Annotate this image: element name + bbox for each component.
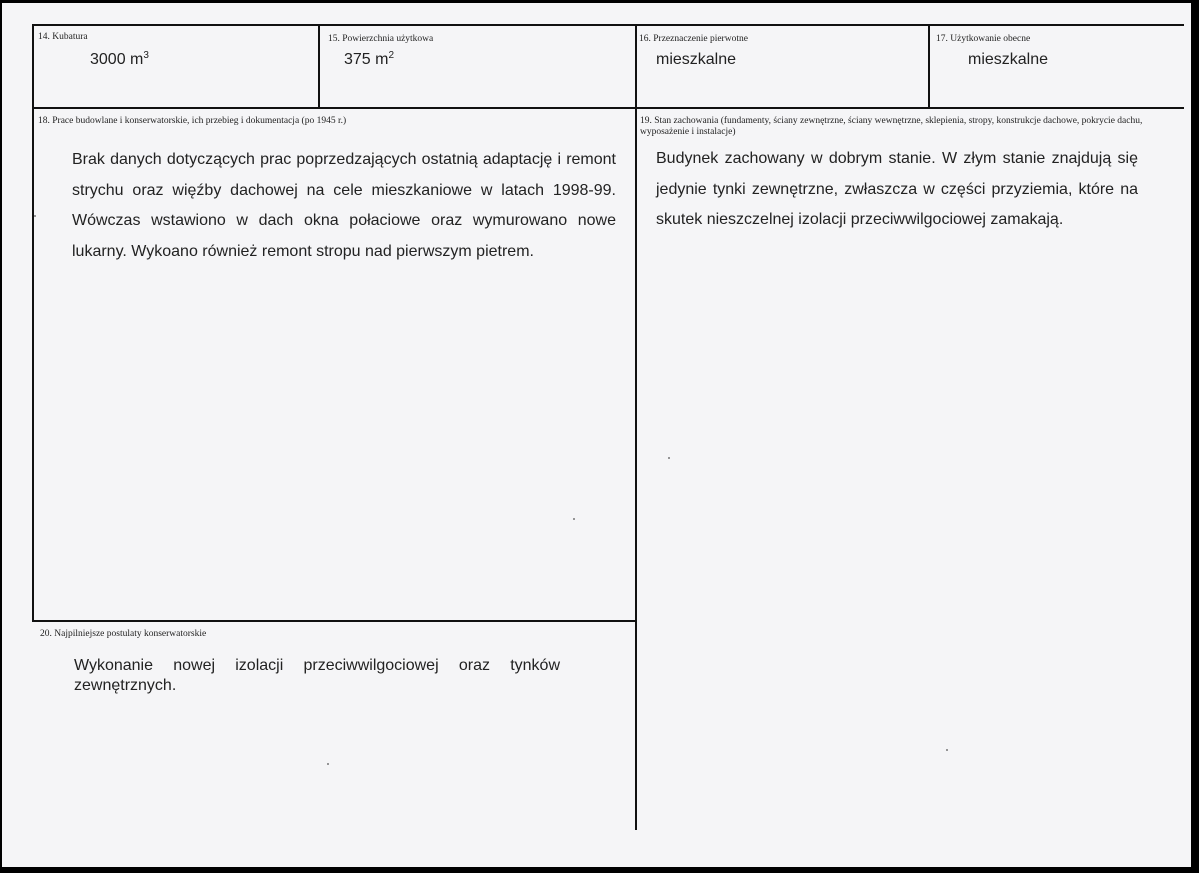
divider-16-17 [928,24,930,108]
field-18-text: Brak danych dotyczących prac poprzedzających ostatnią adaptację i remont strychu oraz więźby dachowej na cele mieszkaniowe w latach 1998-99. Wówczas wstawiono w dach okna połaciowe oraz wymurowano nowe lukarny. Wykoano również remont stropu nad pierwszym pietrem. [72,151,616,260]
left-rule [32,24,34,621]
field-20-text: Wykonanie nowej izolacji przeciwwilgociowej oraz tynków zewnętrznych. [74,657,560,694]
scan-speck [946,749,948,751]
scan-speck [668,457,670,459]
field-16-value: mieszkalne [656,51,737,68]
field-18-label: 18. Prace budowlane i konserwatorskie, ich przebieg i dokumentacja (po 1945 r.) [38,116,347,126]
scan-speck [327,763,329,765]
field-14-label: 14. Kubatura [38,32,88,42]
field-16-label: 16. Przeznaczenie pierwotne [639,34,748,44]
top-rule [32,24,1184,26]
field-17-label: 17. Użytkowanie obecne [936,34,1031,44]
field-20-label: 20. Najpilniejsze postulaty konserwatorskie [40,629,207,639]
section-20-rule [32,620,636,622]
divider-14-15 [318,24,320,108]
field-17-value: mieszkalne [968,51,1049,68]
scan-speck [34,215,36,217]
field-19-text: Budynek zachowany w dobrym stanie. W złym stanie znajdują się jedynie tynki zewnętrzne, zwłaszcza w części przyziemia, które na skutek nieszczelnej izolacji przeciwwilgociowej zamakają. [656,150,1138,228]
field-14-value: 3000 $m^3$ [90,50,149,68]
field-15-value: 375 $m^2$ [344,50,395,68]
row-divider [32,107,1184,109]
field-15-label: 15. Powierzchnia użytkowa [328,34,434,44]
scan-speck [573,518,575,520]
scan-edge [1191,0,1199,873]
center-rule [635,24,637,830]
field-19-label: 19. Stan zachowania (fundamenty, ściany zewnętrzne, ściany wewnętrzne, sklepienia, stropy, konstrukcje dachowe, pokrycie dachu, wyposażenie i instalacje) [640,116,1143,137]
